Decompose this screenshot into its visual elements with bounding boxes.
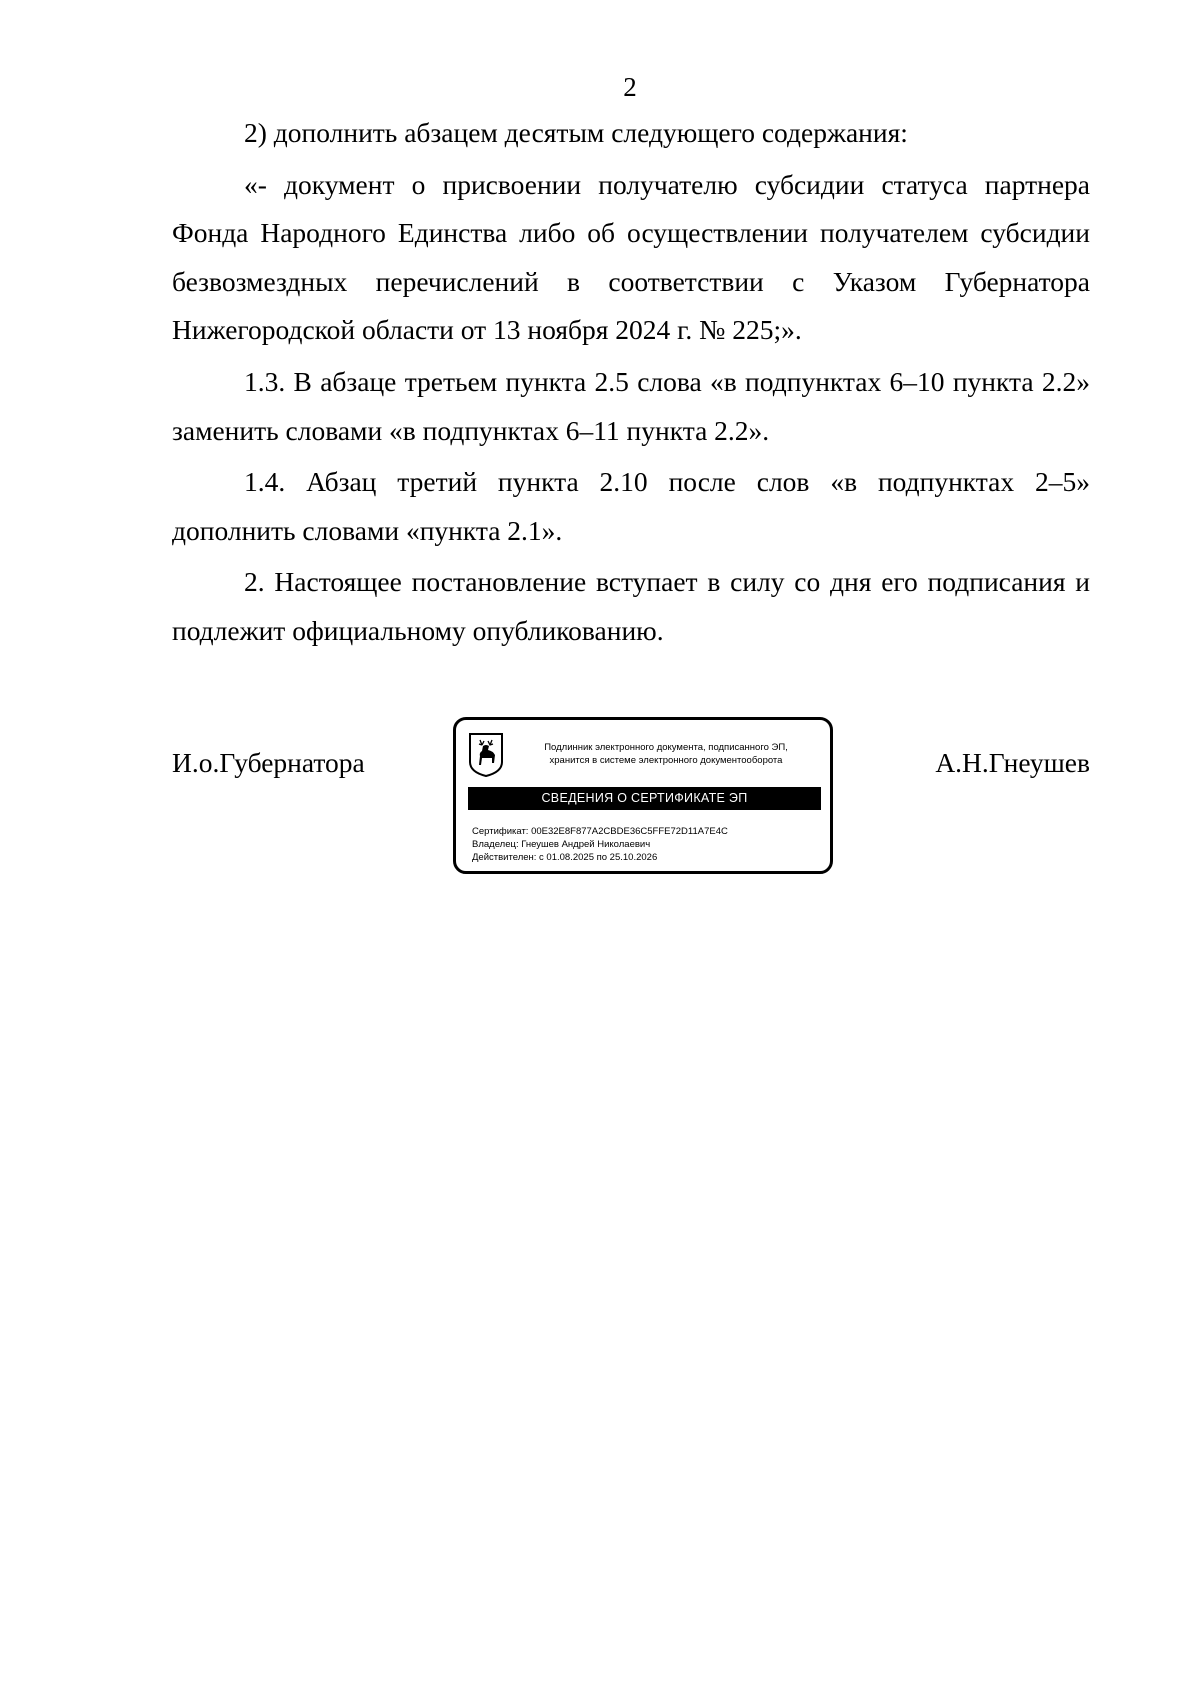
stamp-details bbox=[472, 825, 728, 864]
certificate-owner: Владелец: Гнеушев Андрей Николаевич bbox=[472, 839, 651, 850]
stamp-header-line: Подлинник электронного документа, подписанного ЭП, bbox=[544, 742, 788, 753]
certificate-validity: Действителен: с 01.08.2025 по 25.10.2026 bbox=[472, 852, 658, 863]
paragraph: 1.3. В абзаце третьем пункта 2.5 слова «в подпунктах 6–10 пункта 2.2» заменить словами «в подпунктах 6–11 пункта 2.2». bbox=[172, 365, 1090, 446]
electronic-signature-stamp bbox=[453, 717, 833, 874]
page-number: 2 bbox=[623, 72, 637, 102]
stamp-title-bar: СВЕДЕНИЯ О СЕРТИФИКАТЕ ЭП bbox=[468, 787, 821, 810]
stamp-header bbox=[516, 741, 816, 767]
signatory-name: А.Н.Гнеушев bbox=[935, 747, 1090, 778]
paragraph: 1.4. Абзац третий пункта 2.10 после слов «в подпунктах 2–5» дополнить словами «пункта 2.1». bbox=[172, 466, 1090, 546]
paragraph: 2) дополнить абзацем десятым следующего содержания: bbox=[244, 117, 908, 148]
document-body bbox=[172, 109, 1090, 656]
signatory-position: И.о.Губернатора bbox=[172, 747, 365, 778]
stamp-header-line: хранится в системе электронного документооборота bbox=[549, 755, 783, 766]
certificate-number: Сертификат: 00E32E8F877A2CBDE36C5FFE72D11A7E4C bbox=[472, 826, 728, 837]
paragraph: «- документ о присвоении получателю субсидии статуса партнера Фонда Народного Единства либо об осуществлении получателем субсидии безвозмездных перечислений в соответствии с Указом Губернатора Нижегородской области от 13 ноября 2024 г. № 225;». bbox=[172, 168, 1090, 346]
deer-emblem-icon bbox=[468, 732, 504, 778]
paragraph: 2. Настоящее постановление вступает в силу со дня его подписания и подлежит официальному опубликованию. bbox=[172, 566, 1090, 646]
